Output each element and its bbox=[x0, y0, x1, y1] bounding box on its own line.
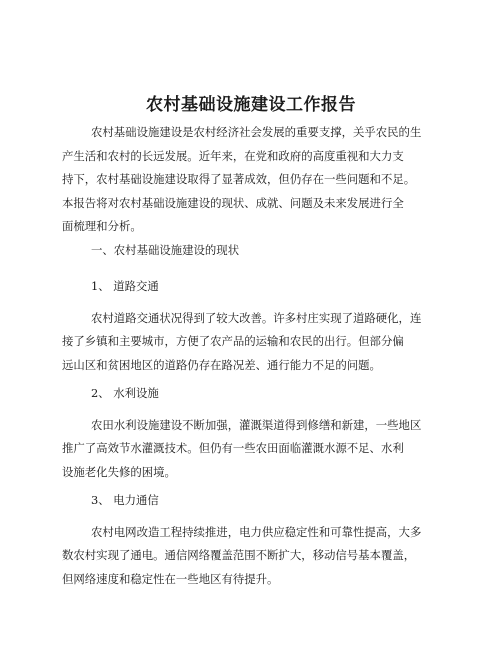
section-heading: 一、农村基础设施建设的现状 bbox=[91, 243, 240, 257]
body-line: 但网络速度和稳定性在一些地区有待提升。 bbox=[62, 572, 279, 586]
subsection-heading: 3、 电力通信 bbox=[91, 493, 159, 507]
subsection-heading: 2、 水利设施 bbox=[91, 386, 159, 400]
body-line: 远山区和贫困地区的道路仍存在路况差、通行能力不足的问题。 bbox=[62, 358, 381, 372]
intro-line: 本报告将对农村基础设施建设的现状、成就、问题及未来发展进行全 bbox=[62, 196, 404, 210]
body-line: 推广了高效节水灌溉技术。但仍有一些农田面临灌溉水源不足、水利 bbox=[62, 441, 404, 455]
intro-line: 产生活和农村的长远发展。近年来，在党和政府的高度重视和大力支 bbox=[62, 149, 404, 163]
intro-line: 农村基础设施建设是农村经济社会发展的重要支撑，关乎农民的生 bbox=[91, 125, 422, 139]
intro-line: 面梳理和分析。 bbox=[62, 219, 142, 233]
body-line: 农田水利设施建设不断加强，灌溉渠道得到修缮和新建，一些地区 bbox=[91, 418, 422, 432]
body-line: 数农村实现了通电。通信网络覆盖范围不断扩大，移动信号基本覆盖， bbox=[62, 548, 416, 562]
body-line: 设施老化失修的困境。 bbox=[62, 465, 176, 479]
document-title: 农村基础设施建设工作报告 bbox=[146, 95, 356, 115]
intro-line: 持下，农村基础设施建设取得了显著成效，但仍存在一些问题和不足。 bbox=[62, 172, 416, 186]
body-line: 接了乡镇和主要城市，方便了农产品的运输和农民的出行。但部分偏 bbox=[62, 334, 404, 348]
body-line: 农村电网改造工程持续推进，电力供应稳定性和可靠性提高，大多 bbox=[91, 525, 422, 539]
subsection-heading: 1、 道路交通 bbox=[91, 279, 159, 293]
body-line: 农村道路交通状况得到了较大改善。许多村庄实现了道路硬化，连 bbox=[91, 311, 422, 325]
